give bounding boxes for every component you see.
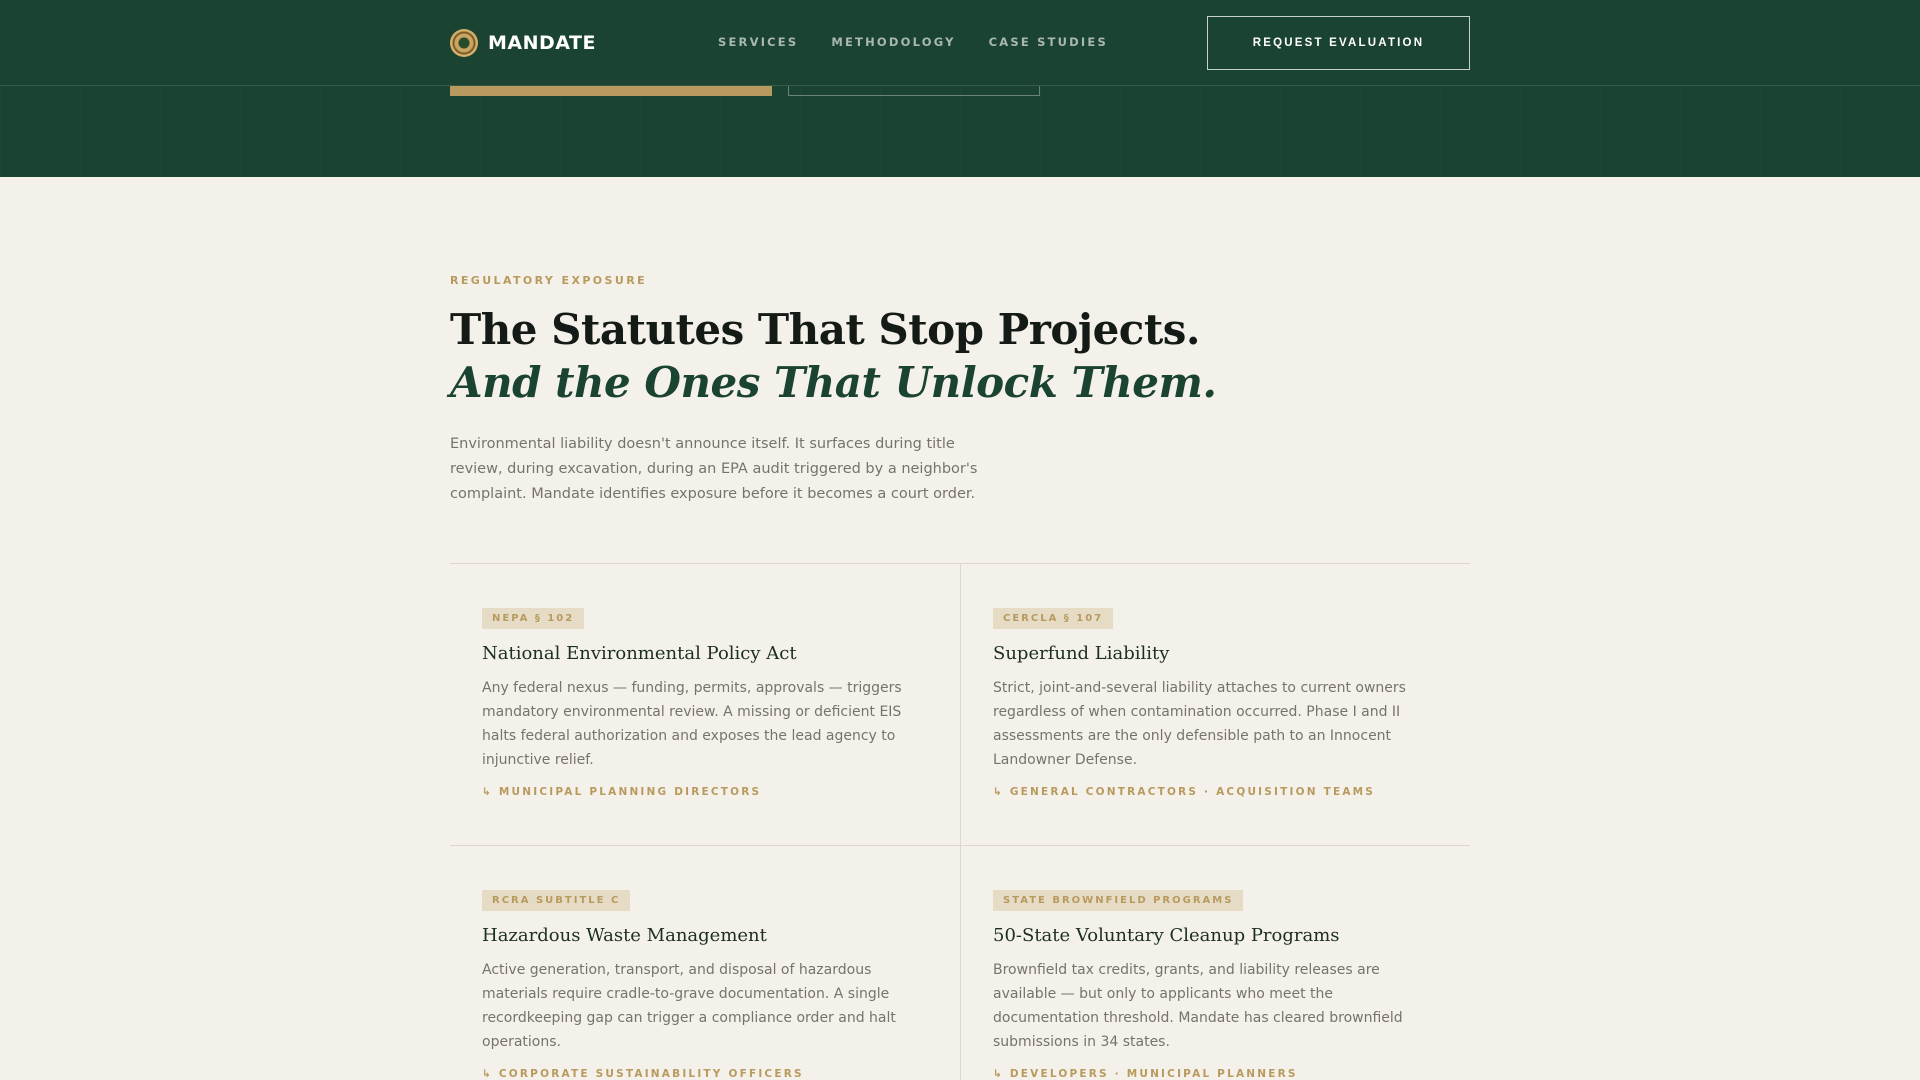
statute-title: National Environmental Policy Act [482,643,797,664]
nav-link-methodology[interactable]: METHODOLOGY [831,35,956,49]
statute-tag: CERCLA § 107 [993,608,1113,629]
statute-description: Active generation, transport, and disposal of hazardous materials require cradle-to-grave documentation. A single recordkeeping gap can trigger a compliance order and halt operations. [482,962,896,1050]
statute-card-rcra [482,888,952,1080]
statute-tag: NEPA § 102 [482,608,584,629]
nav-links [718,35,1141,49]
statute-description: Brownfield tax credits, grants, and liability releases are available — but only to applicants who meet the documentation threshold. Mandate has cleared brownfield submissions in 34 states. [993,962,1403,1050]
statute-description: Strict, joint-and-several liability attaches to current owners regardless of when contamination occurred. Phase I and II assessments are the only defensible path to an Innocent Landowner Defense. [993,680,1406,768]
section-eyebrow: REGULATORY EXPOSURE [450,274,647,287]
seal-logo-icon [450,29,478,57]
section-title-italic: And the Ones That Unlock Them. [450,358,1217,407]
section-intro: Environmental liability doesn't announce itself. It surfaces during title review, during excavation, during an EPA audit triggered by a neighbor's complaint. Mandate identifies exposure before it becomes a court order. [450,436,978,502]
statute-tag: STATE BROWNFIELD PROGRAMS [993,890,1243,911]
statute-card-cercla [993,606,1463,798]
nav-link-services[interactable]: SERVICES [718,35,799,49]
statute-description: Any federal nexus — funding, permits, approvals — triggers mandatory environmental review. A missing or deficient EIS halts federal authorization and exposes the lead agency to injunctive relief. [482,680,902,768]
hero-secondary-button[interactable] [788,86,1040,96]
statute-title: 50-State Voluntary Cleanup Programs [993,925,1340,946]
statute-audience: ↳ DEVELOPERS · MUNICIPAL PLANNERS [993,1068,1298,1080]
request-evaluation-button[interactable]: REQUEST EVALUATION [1207,16,1470,70]
statute-title: Hazardous Waste Management [482,925,767,946]
brand-name: MANDATE [488,32,596,54]
navbar [0,0,1920,86]
nav-link-case-studies[interactable]: CASE STUDIES [988,35,1108,49]
hero-primary-button[interactable] [450,86,772,96]
statute-card-nepa [482,606,952,798]
statute-audience: ↳ CORPORATE SUSTAINABILITY OFFICERS [482,1068,804,1080]
statute-card-brownfield [993,888,1463,1080]
statute-tag: RCRA SUBTITLE C [482,890,630,911]
statute-title: Superfund Liability [993,643,1170,664]
section-title: The Statutes That Stop Projects. [450,305,1201,354]
statute-audience: ↳ GENERAL CONTRACTORS · ACQUISITION TEAMS [993,786,1376,798]
grid-divider-vertical [960,563,961,1080]
brand[interactable] [450,29,596,57]
statute-audience: ↳ MUNICIPAL PLANNING DIRECTORS [482,786,762,798]
